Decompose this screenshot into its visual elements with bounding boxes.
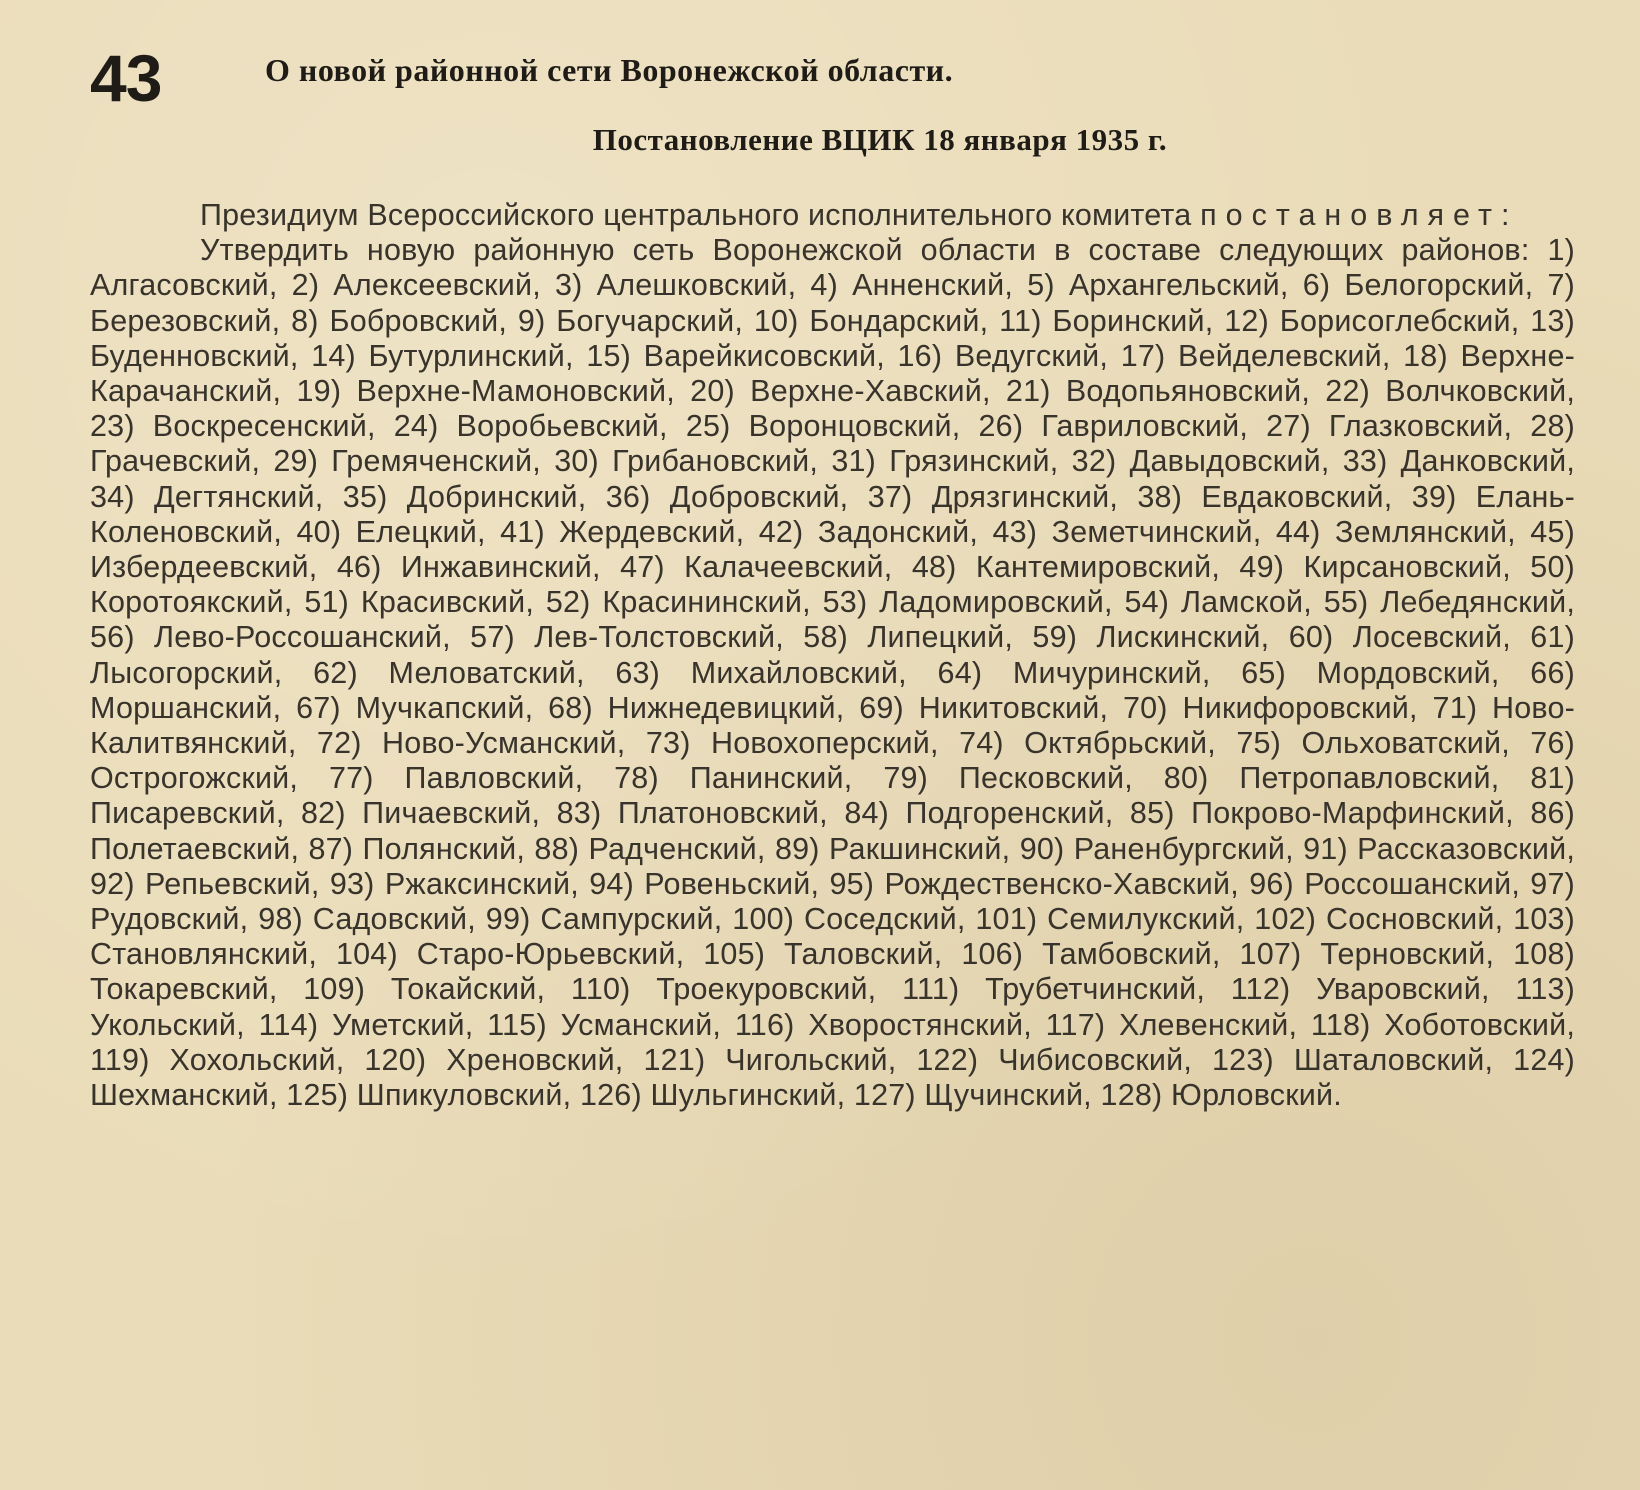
districts-paragraph: Утвердить новую районную сеть Воронежской области в составе следующих районов: 1) Алгасовский, 2) Алексеевский, 3) Алешковский, 4) Анненский, 5) Архангельский, 6) Белогорский, 7) Березовский, 8) Бобровский, 9) Богучарский, 10) Бондарский, 11) Боринский, 12) Борисоглебский, 13) Буденновский, 14) Бутурлинский, 15) Варейкисовский, 16) Ведугский, 17) Вейделевский, 18) Верхне-Карачанский, 19) Верхне-Мамоновский, 20) Верхне-Хавский, 21) Водопьяновский, 22) Волчковский, 23) Воскресенский, 24) Воробьевский, 25) Воронцовский, 26) Гавриловский, 27) Глазковский, 28) Грачевский, 29) Гремяченский, 30) Грибановский, 31) Грязинский, 32) Давыдовский, 33) Данковский, 34) Дегтянский, 35) Добринский, 36) Добровский, 37) Дрязгинский, 38) Евдаковский, 39) Елань-Коленовский, 40) Елецкий, 41) Жердевский, 42) Задонский, 43) Земетчинский, 44) Землянский, 45) Избердеевский, 46) Инжавинский, 47) Калачеевский, 48) Кантемировский, 49) Кирсановский, 50) Коротоякский, 51) Красивский, 52) Красининский, 53) Ладомировский, 54) Ламской, 55) Лебедянский, 56) Лево-Россошанский, 57) Лев-Толстовский, 58) Липецкий, 59) Лискинский, 60) Лосевский, 61) Лысогорский, 62) Меловатский, 63) Михайловский, 64) Мичуринский, 65) Мордовский, 66) Моршанский, 67) Мучкапский, 68) Нижнедевицкий, 69) Никитовский, 70) Никифоровский, 71) Ново-Калитвянский, 72) Ново-Усманский, 73) Новохоперский, 74) Октябрьский, 75) Ольховатский, 76) Острогожский, 77) Павловский, 78) Панинский, 79) Песковский, 80) Петропавловский, 81) Писаревский, 82) Пичаевский, 83) Платоновский, 84) Подгоренский, 85) Покрово-Марфинский, 86) Полетаевский, 87) Полянский, 88) Радченский, 89) Ракшинский, 90) Раненбургский, 91) Рассказовский, 92) Репьевский, 93) Ржаксинский, 94) Ровеньский, 95) Рождественско-Хавский, 96) Россошанский, 97) Рудовский, 98) Садовский, 99) Сампурский, 100) Соседский, 101) Семилукский, 102) Сосновский, 103) Становлянский, 104) Старо-Юрьевский, 105) Таловский, 106) Тамбовский, 107) Терновский, 108) Токаревский, 109) Токайский, 110) Троекуровский, 111) Трубетчинский, 112) Уваровский, 113) Укольский, 114) Уметский, 115) Усманский, 116) Хворостянский, 117) Хлевенский, 118) Хоботовский, 119) Хохольский, 120) Хреновский, 121) Чигольский, 122) Чибисовский, 123) Шаталовский, 124) Шехманский, 125) Шпикуловский, 126) Шульгинский, 127) Щучинский, 128) Юрловский.: [90, 233, 1575, 1113]
preamble-text: Президиум Всероссийского центрального исполнительного комитета: [200, 198, 1192, 232]
document-title: О новой районной сети Воронежской области.: [265, 52, 954, 88]
preamble-resolves: постановляет:: [1200, 198, 1519, 232]
document-number: 43: [90, 41, 162, 115]
preamble-paragraph: [90, 198, 1575, 233]
document-subtitle: Постановление ВЦИК 18 января 1935 г.: [592, 122, 1168, 157]
document-body: [90, 198, 1575, 1113]
